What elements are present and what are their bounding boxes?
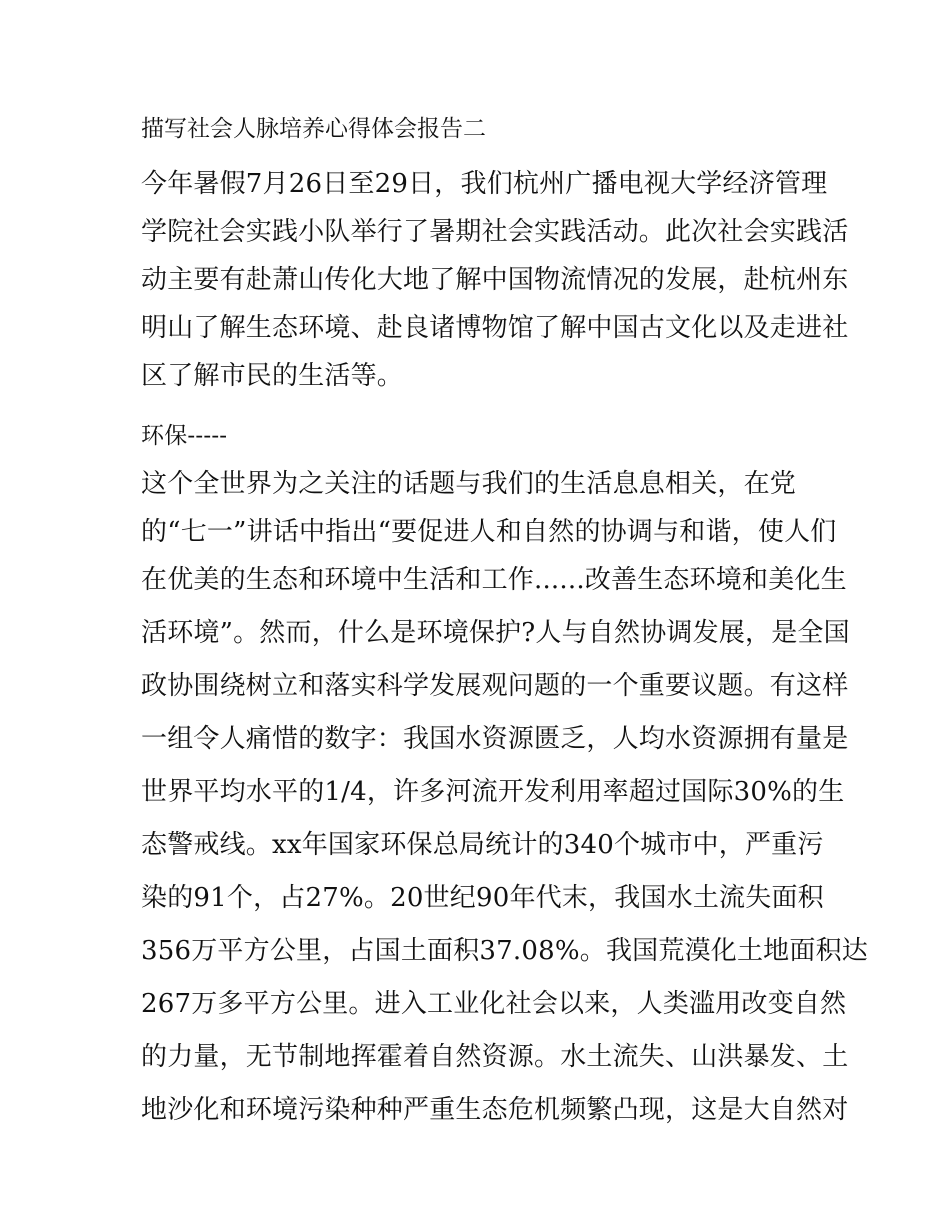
paragraph-line: 356万平方公里，占国土面积37.08%。我国荒漠化土地面积达 <box>141 936 868 966</box>
paragraph-line: 世界平均水平的1/4，许多河流开发利用率超过国际30%的生 <box>141 777 845 807</box>
paragraph-line: 政协围绕树立和落实科学发展观问题的一个重要议题。有这样 <box>141 671 849 701</box>
paragraph-line: 学院社会实践小队举行了暑期社会实践活动。此次社会实践活 <box>141 217 849 247</box>
paragraph-line: 态警戒线。xx年国家环保总局统计的340个城市中，严重污 <box>141 830 824 860</box>
paragraph-line: 在优美的生态和环境中生活和工作......改善生态环境和美化生 <box>141 565 847 595</box>
paragraph-line: 的力量，无节制地挥霍着自然资源。水土流失、山洪暴发、土 <box>141 1042 849 1072</box>
paragraph-line: 267万多平方公里。进入工业化社会以来，人类滥用改变自然 <box>141 989 847 1019</box>
document-title: 描写社会人脉培养心得体会报告二 <box>141 116 486 142</box>
paragraph-line: 活环境”。然而，什么是环境保护?人与自然协调发展，是全国 <box>141 618 850 648</box>
paragraph-line: 地沙化和环境污染种种严重生态危机频繁凸现，这是大自然对 <box>141 1095 849 1125</box>
paragraph-line: 的“七一”讲话中指出“要促进人和自然的协调与和谐，使人们 <box>141 517 837 547</box>
paragraph-line: 一组令人痛惜的数字：我国水资源匮乏，人均水资源拥有量是 <box>141 724 849 754</box>
paragraph-line: 明山了解生态环境、赴良诸博物馆了解中国古文化以及走进社 <box>141 313 849 343</box>
paragraph-line: 这个全世界为之关注的话题与我们的生活息息相关，在党 <box>141 469 797 499</box>
paragraph-line: 动主要有赴萧山传化大地了解中国物流情况的发展，赴杭州东 <box>141 265 849 295</box>
paragraph-line: 今年暑假7月26日至29日，我们杭州广播电视大学经济管理 <box>141 169 828 199</box>
paragraph-line: 区了解市民的生活等。 <box>141 361 404 391</box>
section-heading: 环保----- <box>141 423 228 449</box>
paragraph-line: 染的91个，占27%。20世纪90年代末，我国水土流失面积 <box>141 883 824 913</box>
